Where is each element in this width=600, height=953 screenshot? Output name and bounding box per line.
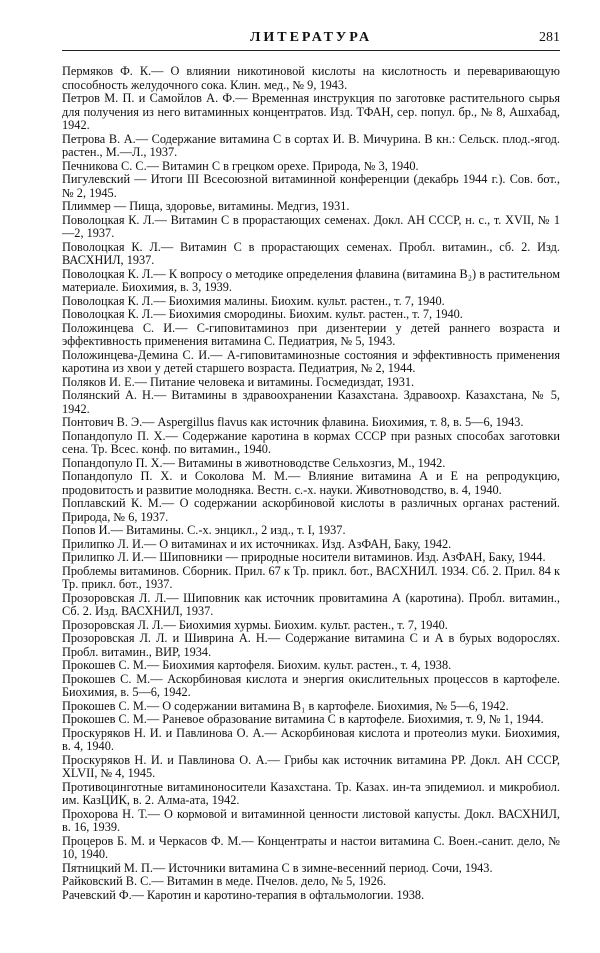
bibliography-entry: Поляков И. Е.— Питание человека и витамины. Госмедиздат, 1931.: [62, 374, 415, 389]
bibliography-entry: Поволоцкая К. Л.— Биохимия малины. Биохим. культ. растен., т. 7, 1940.: [62, 293, 445, 308]
bibliography-entry: Прилипко Л. И.— О витаминах и их источниках. Изд. АзФАН, Баку, 1942.: [62, 536, 452, 551]
bibliography-entry: Прохорова Н. Т.— О кормовой и витаминной ценности листовой капусты. Докл. ВАСХНИЛ, в. 16, 1939.: [62, 806, 560, 834]
bibliography-entry: Печникова С. С.— Витамин С в грецком орехе. Природа, № 3, 1940.: [62, 158, 419, 173]
running-title: ЛИТЕРАТУРА: [249, 30, 373, 45]
bibliography-entry: Прокошев С. М.— Биохимия картофеля. Биохим. культ. растен., т. 4, 1938.: [62, 658, 452, 672]
bibliography-entry: Прилипко Л. И.— Шиповники — природные носители витаминов. Изд. АзФАН, Баку, 1944.: [62, 550, 546, 564]
bibliography-entry: Пигулевский — Итоги III Всесоюзной витаминной конференции (декабрь 1944 г.). Сов. бот., № 2, 1945.: [62, 172, 560, 200]
bibliography-entry: Пятницкий М. П.— Источники витамина С в зимне-весенний период. Сочи, 1943.: [62, 860, 493, 875]
bibliography-entry: Прокошев С. М.— Раневое образование витамина С в картофеле. Биохимия, т. 9, № 1, 1944.: [62, 712, 544, 726]
bibliography-entry: Полянский А. Н.— Витамины в здравоохранении Казахстана. Здравоохр. Казахстана, № 5, 1942.: [62, 388, 560, 416]
bibliography-entry: Процеров Б. М. и Черкасов Ф. М.— Концентраты и настои витамина С. Воен.-санит. дело, № 10, 1940.: [62, 833, 560, 861]
page-number: 281: [539, 30, 560, 45]
bibliography-entry: Прозоровская Л. Л. и Шиврина А. Н.— Содержание витамина С и А в бурых водорослях. Пробл. витамин., ВИР, 1934.: [62, 631, 560, 659]
bibliography-entry: Попов И.— Витамины. С.-х. энцикл., 2 изд., т. I, 1937.: [62, 523, 346, 537]
bibliography-entry: Рачевский Ф.— Каротин и каротино-терапия в офтальмологии. 1938.: [62, 887, 425, 902]
bibliography-entry: Прокошев С. М.— О содержании витамина B₁ в картофеле. Биохимия, № 5—6, 1942.: [62, 698, 509, 713]
bibliography-entry: Петров М. П. и Самойлов А. Ф.— Временная инструкция по заготовке растительного сырья для получения из него витаминных концентратов. Изд. ТФАН, сер. попул. бр., № 8, Ашхабад, 1942.: [62, 91, 560, 132]
bibliography-entry: Плиммер — Пища, здоровье, витамины. Медгиз, 1931.: [62, 199, 350, 213]
bibliography-entry: Прокошев С. М.— Аскорбиновая кислота и энергия окислительных процессов в картофеле. Биохимия, в. 5—6, 1942.: [62, 671, 560, 699]
bibliography-entry: Пермяков Ф. К.— О влиянии никотиновой кислоты на кислотность и переваривающую способность желудочного сока. Клин. мед., № 9, 1943.: [62, 64, 560, 92]
bibliography-entry: Поволоцкая К. Л.— К вопросу о методике определения флавина (витамина B₂) в растительном материале. Биохимия, в. 3, 1939.: [62, 266, 560, 294]
bibliography-entry: Поволоцкая К. Л.— Биохимия смородины. Биохим. культ. растен., т. 7, 1940.: [62, 307, 463, 321]
bibliography-entry: Проскуряков Н. И. и Павлинова О. А.— Грибы как источник витамина РР. Докл. АН СССР, XLVII, № 4, 1945.: [62, 752, 560, 780]
bibliography-entry: Поплавский К. М.— О содержании аскорбиновой кислоты в различных органах растений. Природа, № 6, 1937.: [62, 496, 560, 524]
page-header: [62, 28, 560, 51]
bibliography-entry: Попандопуло П. Х.— Содержание каротина в кормах СССР при разных способах заготовки сена. Тр. Всес. конф. по витамин., 1940.: [62, 428, 560, 456]
bibliography-entry: Прозоровская Л. Л.— Шиповник как источник провитамина А (каротина). Пробл. витамин., Сб. 2. Изд. ВАСХНИЛ, 1937.: [62, 590, 560, 618]
bibliography-entry: Проблемы витаминов. Сборник. Прил. 67 к Тр. прикл. бот., ВАСХНИЛ. 1934. Сб. 2. Прил. 84 к Тр. прикл. бот., 1937.: [62, 563, 560, 591]
bibliography-entry: Петрова В. А.— Содержание витамина С в сортах И. В. Мичурина. В кн.: Сельск. плод.-ягод. растен., М.—Л., 1937.: [62, 131, 560, 159]
bibliography-entry: Райковский В. С.— Витамин в меде. Пчелов. дело, № 5, 1926.: [62, 874, 387, 888]
bibliography-entry: Прозоровская Л. Л.— Биохимия хурмы. Биохим. культ. растен., т. 7, 1940.: [62, 617, 448, 632]
bibliography-entry: Попандопуло П. Х.— Витамины в животноводстве Сельхозгиз, М., 1942.: [62, 455, 446, 470]
bibliography-entry: Противоцинготные витаминоносители Казахстана. Тр. Казах. ин-та эпидемиол. и микробиол. им. КазЦИК, в. 2. Алма-ата, 1942.: [62, 779, 560, 807]
bibliography-entry: Проскуряков Н. И. и Павлинова О. А.— Аскорбиновая кислота и протеолиз муки. Биохимия, в. 4, 1940.: [62, 725, 560, 753]
bibliography-entry: Понтович В. Э.— Aspergillus flavus как источник флавина. Биохимия, т. 8, в. 5—6, 1943.: [62, 415, 524, 429]
bibliography-list: [62, 65, 560, 902]
bibliography-entry: Поволоцкая К. Л.— Витамин С в прорастающих семенах. Пробл. витамин., сб. 2. Изд. ВАСХНИЛ, 1937.: [62, 239, 560, 267]
bibliography-entry: Положинцева С. И.— С-гиповитаминоз при дизентерии у детей раннего возраста и эффективность применения витамина С. Педиатрия, № 5, 1943.: [62, 320, 560, 348]
bibliography-entry: Положинцева-Демина С. И.— А-гиповитаминозные состояния и эффективность применения каротина из хвои у детей старшего возраста. Педиатрия, № 2, 1944.: [62, 347, 560, 375]
bibliography-entry: Поволоцкая К. Л.— Витамин С в прорастающих семенах. Докл. АН СССР, н. с., т. XVII, № 1—2, 1937.: [62, 212, 560, 240]
bibliography-entry: Попандопуло П. Х. и Соколова М. М.— Влияние витамина А и Е на репродукцию, продовитость и развитие молодняка. Вестн. с.-х. науки. Животноводство, в. 4, 1940.: [62, 469, 560, 497]
